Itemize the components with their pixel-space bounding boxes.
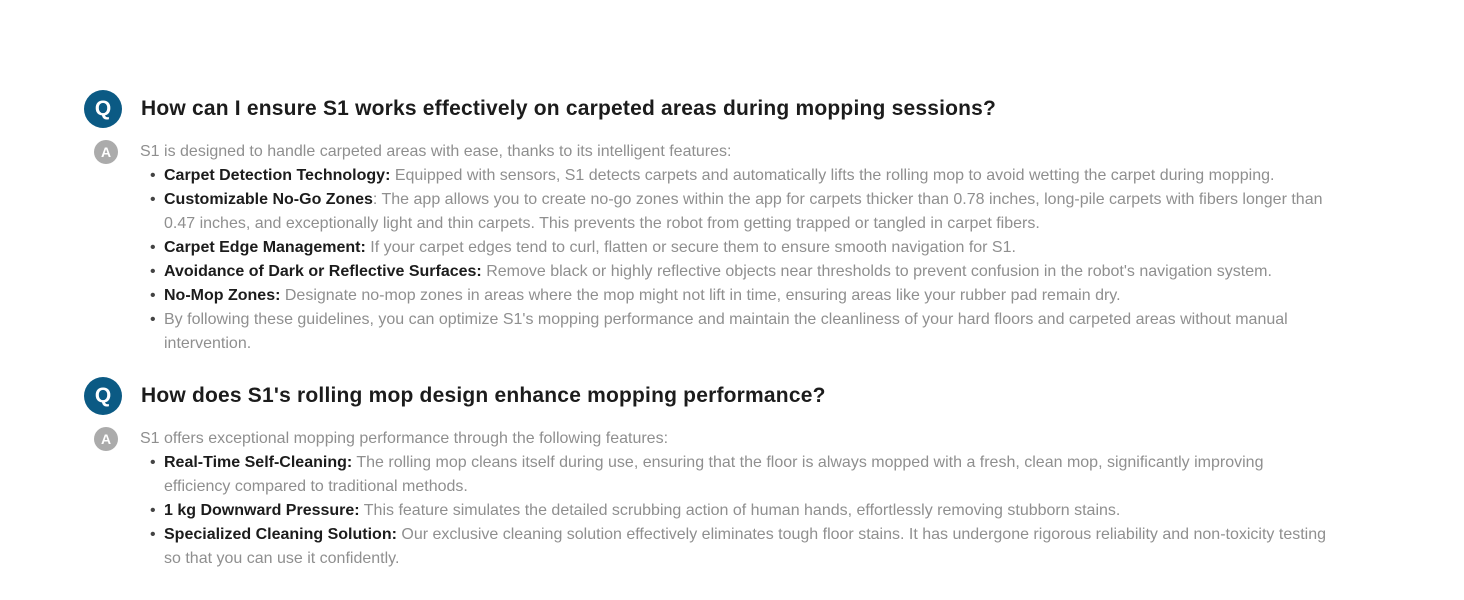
bullet-text: Our exclusive cleaning solution effectively eliminates tough floor stains. It has undergone rigorous reliability and non-toxicity testing so that you can use it confidently. <box>164 526 1327 567</box>
list-item <box>140 164 1328 188</box>
question-title: How does S1's rolling mop design enhance mopping performance? <box>141 384 826 407</box>
question-row <box>84 377 1412 415</box>
bullet-text: Remove black or highly reflective objects near thresholds to prevent confusion in the robot's navigation system. <box>481 263 1272 280</box>
faq-item <box>84 377 1412 571</box>
bullet-bold-label: Carpet Edge Management: <box>164 239 366 256</box>
bullet-text: Designate no-mop zones in areas where the mop might not lift in time, ensuring areas like your rubber pad remain dry. <box>280 287 1121 304</box>
bullet-text: This feature simulates the detailed scrubbing action of human hands, effortlessly removing stubborn stains. <box>359 502 1121 519</box>
list-item <box>140 499 1328 523</box>
answer-bullet-list <box>140 164 1328 356</box>
list-item <box>140 260 1328 284</box>
answer-bullet-list <box>140 451 1328 571</box>
answer-intro: S1 offers exceptional mopping performance through the following features: <box>140 430 669 447</box>
question-badge-icon: Q <box>84 377 122 415</box>
answer-intro: S1 is designed to handle carpeted areas with ease, thanks to its intelligent features: <box>140 143 732 160</box>
list-item <box>140 451 1328 499</box>
bullet-text: Equipped with sensors, S1 detects carpets and automatically lifts the rolling mop to avoid wetting the carpet during mopping. <box>390 167 1275 184</box>
bullet-bold-label: Carpet Detection Technology: <box>164 167 391 184</box>
bullet-text: If your carpet edges tend to curl, flatten or secure them to ensure smooth navigation for S1. <box>365 239 1016 256</box>
answer-row <box>84 427 1412 571</box>
bullet-text: The rolling mop cleans itself during use, ensuring that the floor is always mopped with a fresh, clean mop, significantly improving efficiency compared to traditional methods. <box>164 454 1264 495</box>
bullet-text: By following these guidelines, you can optimize S1's mopping performance and maintain the cleanliness of your hard floors and carpeted areas without manual intervention. <box>164 311 1288 352</box>
bullet-text: : The app allows you to create no-go zones within the app for carpets thicker than 0.78 inches, long-pile carpets with fibers longer than 0.47 inches, and exceptionally light and thin carpets. This prevents the robot from getting trapped or tangled in carpet fibers. <box>164 191 1323 232</box>
bullet-bold-label: No-Mop Zones: <box>164 287 281 304</box>
bullet-bold-label: 1 kg Downward Pressure: <box>164 502 360 519</box>
question-badge-icon: Q <box>84 90 122 128</box>
bullet-bold-label: Specialized Cleaning Solution: <box>164 526 397 543</box>
question-title: How can I ensure S1 works effectively on carpeted areas during mopping sessions? <box>141 97 997 120</box>
bullet-bold-label: Customizable No-Go Zones <box>164 191 373 208</box>
faq-item <box>84 90 1412 356</box>
list-item <box>140 236 1328 260</box>
answer-content <box>140 140 1328 356</box>
answer-content <box>140 427 1328 571</box>
question-row <box>84 90 1412 128</box>
answer-badge-icon: A <box>94 140 118 164</box>
bullet-bold-label: Avoidance of Dark or Reflective Surfaces: <box>164 263 482 280</box>
answer-row <box>84 140 1412 356</box>
list-item <box>140 523 1328 571</box>
answer-badge-icon: A <box>94 427 118 451</box>
list-item <box>140 308 1328 356</box>
list-item <box>140 188 1328 236</box>
list-item <box>140 284 1328 308</box>
bullet-bold-label: Real-Time Self-Cleaning: <box>164 454 353 471</box>
